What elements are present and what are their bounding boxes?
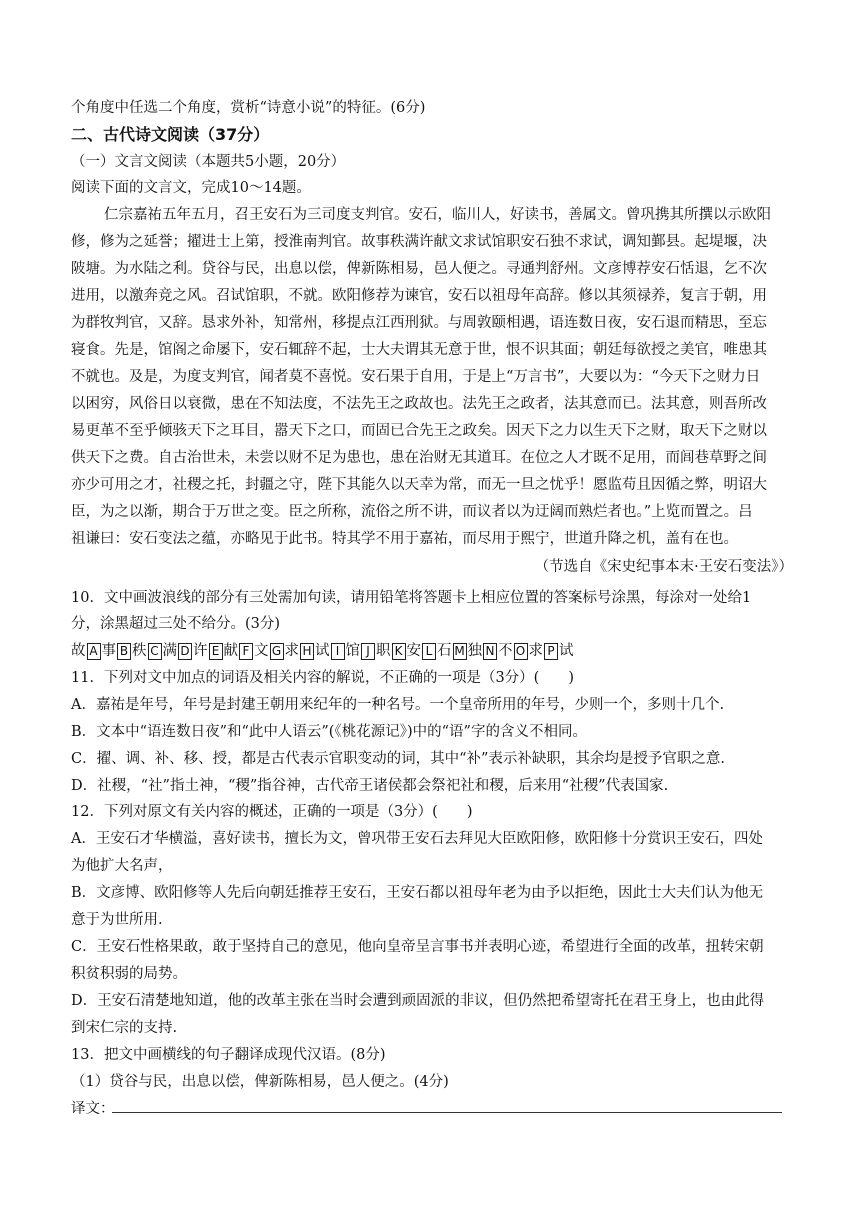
q10-option-char: 事	[101, 643, 116, 659]
text-line: B．文本中“语连数日夜”和“此中人语云”(《桃花源记》)中的“语”字的含义不相同。	[71, 724, 587, 740]
text-line: （一）文言文阅读（本题共5小题，20分）	[71, 154, 346, 170]
text-line: B．文彦博、欧阳修等人先后向朝廷推荐王安石，王安石都以祖母年老为由予以拒绝，因此士大夫们认为他无	[71, 885, 764, 901]
text-line: 陂塘。为水陆之利。贷谷与民，出息以偿，俾新陈相易，邑人便之。寻通判舒州。文彦博荐安石恬退，乞不次	[71, 261, 767, 277]
q10-option-char: 满	[162, 643, 177, 659]
text-line: 进用，以激奔竞之风。召试馆职，不就。欧阳修荐为谏官，安石以祖母年高辞。修以其须禄养，复言于朝，用	[71, 288, 767, 304]
text-line: 供天下之费。自古治世未，未尝以财不足为患也，患在治财无其道耳。在位之人才既不足用，而闾巷草野之间	[71, 450, 767, 466]
q10-option-label-box: L	[422, 643, 436, 660]
q10-option-label-box: A	[87, 643, 101, 660]
q10-option-label-box: H	[300, 643, 314, 660]
text-line: 10．文中画波浪线的部分有三处需加句读，请用铅笔将答题卡上相应位置的答案标号涂黑，每涂对一处给1	[71, 590, 752, 606]
q10-option-char: 文	[254, 643, 269, 659]
q10-answer-options	[71, 641, 574, 661]
q10-option-label-box: B	[117, 643, 131, 660]
q10-option-label-box: F	[239, 643, 253, 660]
text-line: （节选自《宋史纪事本末·王安石变法》）	[534, 559, 793, 575]
text-line: 意于为世所用.	[71, 912, 163, 928]
q10-option-tail-char: 试	[559, 643, 574, 659]
text-line: （1）贷谷与民，出息以偿，俾新陈相易，邑人便之。(4分)	[71, 1074, 449, 1090]
text-line: 二、古代诗文阅读（37分）	[71, 125, 270, 144]
translation-answer-line	[112, 1112, 782, 1113]
text-line: 到宋仁宗的支持.	[71, 1020, 178, 1036]
text-line: A．嘉祐是年号，年号是封建王朝用来纪年的一种名号。一个皇帝所用的年号，少则一个，多则十几个.	[71, 697, 725, 713]
text-line: C．擢、调、补、移、授，都是古代表示官职变动的词，其中“补”表示补缺职，其余均是授予官职之意.	[71, 751, 726, 767]
q10-option-char: 求	[528, 643, 543, 659]
text-line: 仁宗嘉祐五年五月，召王安石为三司度支判官。安石，临川人，好读书，善属文。曾巩携其所撰以示欧阳	[104, 207, 771, 223]
text-line: 译文：	[71, 1101, 115, 1117]
text-line: 寝食。先是，馆阁之命屡下，安石辄辞不起，士大夫谓其无意于世，恨不识其面；朝廷每欲授之美官，唯患其	[71, 342, 767, 358]
q10-option-label-box: K	[392, 643, 406, 660]
q10-option-label-box: P	[544, 643, 558, 660]
q10-option-label-box: G	[270, 643, 284, 660]
text-line: 分，涂黑超过三处不给分。(3分)	[71, 616, 281, 632]
q10-option-label-box: M	[454, 643, 465, 658]
text-line: A．王安石才华横溢，喜好读书，擅长为文，曾巩带王安石去拜见大臣欧阳修，欧阳修十分赏识王安石，四处	[71, 831, 763, 847]
q10-option-label-box: N	[483, 643, 497, 660]
q10-option-char: 许	[193, 643, 208, 659]
q10-option-char: 献	[223, 643, 238, 659]
q10-option-char: 石	[437, 643, 452, 659]
text-line: D．社稷，“社”指土神，“稷”指谷神，古代帝王诸侯都会祭祀社和稷，后来用“社稷”代表国家.	[71, 778, 669, 794]
q10-option-label-box: E	[209, 643, 223, 660]
text-line: 为群牧判官，又辞。恳求外补，知常州，移提点江西刑狱。与周敦颐相遇，语连数日夜，安石退而精思，至忘	[71, 315, 767, 331]
text-line: 12．下列对原文有关内容的概述，正确的一项是（3分）( )	[71, 804, 473, 820]
text-line: 修，修为之延誉；擢进士上第，授淮南判官。故事秩满许献文求试馆职安石独不求试，调知鄞县。起堤堰，决	[71, 234, 767, 250]
text-line: 祖谦曰：安石变法之蕴，亦略见于此书。特其学不用于嘉祐，而尽用于熙宁，世道升降之机，盖有在也。	[71, 531, 738, 547]
text-line: 积贫积弱的局势。	[71, 966, 187, 982]
text-line: 个角度中任选二个角度，赏析“诗意小说”的特征。(6分)	[71, 100, 426, 116]
text-line: 11．下列对文中加点的词语及相关内容的解说，不正确的一项是（3分）( )	[71, 670, 574, 686]
q10-option-char: 职	[376, 643, 391, 659]
q10-option-char: 安	[406, 643, 421, 659]
text-line: 以困穷，风俗日以衰微，患在不知法度，不法先王之政故也。法先王之政者，法其意而已。法其意，则吾所改	[71, 396, 767, 412]
q10-option-label-box: D	[178, 643, 192, 660]
text-line: C．王安石性格果敢，敢于坚持自己的意见，他向皇帝呈言事书并表明心迹，希望进行全面的改革，扭转宋朝	[71, 939, 764, 955]
q10-option-label-box: J	[361, 643, 375, 660]
q10-option-char: 秩	[132, 643, 147, 659]
text-line: 臣，为之以渐，期合于万世之变。臣之所称，流俗之所不讲，而议者以为迂阔而熟烂者也。”上览而置之。吕	[71, 504, 753, 520]
text-line: 阅读下面的文言文，完成10～14题。	[71, 180, 311, 196]
q10-option-label-box: O	[514, 643, 528, 660]
text-line: 13．把文中画横线的句子翻译成现代汉语。(8分)	[71, 1047, 386, 1063]
q10-option-label-box: I	[331, 643, 345, 660]
text-line: D．王安石清楚地知道，他的改革主张在当时会遭到顽固派的非议，但仍然把希望寄托在君王身上，也由此得	[71, 993, 765, 1009]
q10-option-label-box: C	[148, 643, 162, 660]
q10-option-char: 独	[467, 643, 482, 659]
q10-option-char: 求	[284, 643, 299, 659]
q10-option-char: 馆	[345, 643, 360, 659]
text-line: 亦少可用之才，社稷之托，封疆之守，陛下其能久以天幸为常，而无一旦之忧乎！愿监苟且因循之弊，明诏大	[71, 477, 767, 493]
q10-option-char: 试	[315, 643, 330, 659]
q10-option-char: 故	[71, 643, 86, 659]
text-line: 为他扩大名声，	[71, 858, 173, 874]
text-line: 不就也。及是，为度支判官，闻者莫不喜悦。安石果于自用，于是上“万言书”，大要以为：“今天下之财力日	[71, 369, 761, 385]
q10-option-char: 不	[498, 643, 513, 659]
text-line: 易更革不至乎倾骇天下之耳目，嚣天下之口，而固已合先王之政矣。因天下之力以生天下之财，取天下之财以	[71, 423, 767, 439]
